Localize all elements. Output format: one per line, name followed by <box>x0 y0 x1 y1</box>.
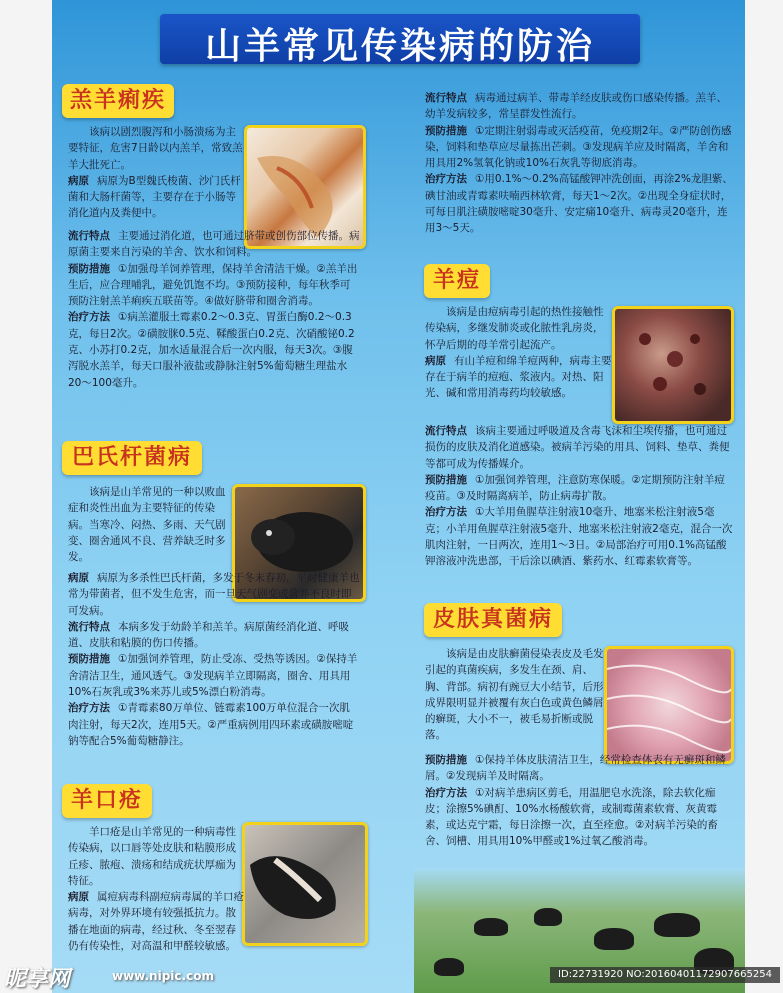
prevent-label: 预防措施 <box>425 754 467 766</box>
goat-silhouette <box>434 958 464 976</box>
treat-label: 治疗方法 <box>425 173 467 186</box>
goat-silhouette <box>594 928 634 950</box>
title-bar <box>160 14 640 67</box>
section-body-orf <box>68 824 244 954</box>
treat-paragraph <box>425 171 735 236</box>
treat-label: 治疗方法 <box>68 311 110 324</box>
treat-paragraph <box>68 700 360 749</box>
section-heading-text: 羊口疮 <box>70 788 143 813</box>
section-body-pasteurella <box>68 484 234 565</box>
prevent-paragraph <box>425 123 735 172</box>
intro-text: 该病是山羊常见的一种以败血症和炎性出血为主要特征的传染病。当寒冷、闷热、多雨、天气剧变、圈舍通风不良、营养缺乏时多发。 <box>68 486 226 564</box>
treat-label: 治疗方法 <box>68 702 110 715</box>
cause-paragraph <box>68 173 246 222</box>
section-heading-lamb-dysentery <box>62 84 174 118</box>
goat-silhouette <box>474 918 508 936</box>
section-body-skin-fungus-lower <box>425 752 735 850</box>
section-heading-skin-fungus <box>424 603 562 637</box>
intro-text: 该病是由皮肤癣菌侵染表皮及毛发引起的真菌疾病，多发生在颈、肩、胸、背部。病初有豌豆大小结节，后形成界限明显并被覆有灰白色或黄色鳞屑的癣斑，大小不一，被毛易折断或脱落。 <box>425 648 604 742</box>
section-body-pasteurella-lower <box>68 570 360 749</box>
goat-silhouette <box>534 908 562 926</box>
prevent-paragraph <box>68 651 360 700</box>
cause-text: 病原为多杀性巴氏杆菌，多发于冬末春初，平时健康羊也常为带菌者，但不发生危害，而一旦天气剧变或营养不良时即可发病。 <box>68 572 360 617</box>
section-body-lamb-dysentery <box>68 124 246 222</box>
spread-label: 流行特点 <box>425 425 467 437</box>
prevent-text: ①保持羊体皮肤清洁卫生，经常检查体表有无癣斑和鳞屑。②发现病羊及时隔离。 <box>425 754 726 783</box>
intro-text: 该病是由痘病毒引起的热性接触性传染病，多继发肺炎或化脓性乳房炎，怀孕后期的母羊常引起流产。 <box>425 306 604 351</box>
cause-paragraph <box>68 570 360 619</box>
cause-text: 属痘病毒科副痘病毒属的羊口疮病毒，对外界环境有较强抵抗力。散播在地面的病毒，经过秋、冬至翌春仍有传染性，对高温和甲醛较敏感。 <box>68 891 244 953</box>
watermark-url: www.nipic.com <box>112 969 214 983</box>
poster <box>52 0 745 993</box>
goat-silhouette <box>654 913 700 937</box>
spread-text: 本病多发于幼龄羊和羔羊。病原菌经消化道、呼吸道、皮肤和粘膜的伤口传播。 <box>68 620 349 650</box>
page-title: 山羊常见传染病的防治 <box>204 26 595 67</box>
prevent-label: 预防措施 <box>68 653 110 666</box>
prevent-text: ①加强母羊饲养管理，保持羊舍清洁干燥。②羔羊出生后，应合理哺乳，避免饥饱不均。③预防接种，每年秋季可预防注射羔羊痢疾五联苗等。④做好脐带和圈舍消毒。 <box>68 262 358 308</box>
spread-text: 该病主要通过呼吸道及含毒飞沫和尘埃传播，也可通过损伤的皮肤及消化道感染。被病羊污染的用具、饲料、垫草、粪便等都可成为传播媒介。 <box>425 425 730 470</box>
prevent-text: ①加强饲养管理，注意防寒保暖。②定期预防注射羊痘疫苗。③及时隔离病羊，防止病毒扩散。 <box>425 473 725 503</box>
prevent-label: 预防措施 <box>425 124 467 137</box>
section-heading-text: 羔羊痢疾 <box>69 88 166 113</box>
cause-text: 有山羊痘和绵羊痘两种，病毒主要存在于病羊的痘疱、浆液内。对热、阳光、碱和常用消毒药均较敏感。 <box>425 354 612 400</box>
treat-text: ①对病羊患病区剪毛，用温肥皂水洗涤，除去软化痂皮；涂擦5%碘酊、10%水杨酸软膏，或制霉菌素软膏、灰黄霉素，或达克宁霜，每日涂擦一次，直至痊愈。②对病羊污染的畜舍、饲槽、用具用10%甲醛或1%过氧乙酸消毒。 <box>425 786 718 848</box>
prevent-label: 预防措施 <box>68 262 110 275</box>
cause-text: 病原为B型魏氏梭菌、沙门氏杆菌和大肠杆菌等，主要存在于小肠等消化道内及粪便中。 <box>68 174 241 220</box>
cause-label: 病原 <box>68 891 89 904</box>
spread-paragraph <box>68 619 360 652</box>
section-heading-orf <box>62 784 152 818</box>
cause-label: 病原 <box>425 354 446 367</box>
spread-paragraph <box>68 228 360 261</box>
cause-label: 病原 <box>68 572 89 584</box>
treat-paragraph <box>68 309 360 390</box>
watermark-logo: 昵享网 <box>4 967 71 992</box>
skin-fungus-photo <box>604 646 734 764</box>
prevent-paragraph <box>68 261 360 310</box>
spread-paragraph <box>425 90 735 123</box>
section-heading-goat-pox <box>424 264 490 298</box>
cause-paragraph <box>425 353 613 402</box>
treat-paragraph <box>425 785 735 850</box>
intro-text: 羊口疮是山羊常见的一种病毒性传染病，以口唇等处皮肤和粘膜形成丘疹、脓疱、溃疡和结成疣状厚痂为特征。 <box>68 826 236 887</box>
spread-paragraph <box>425 423 735 472</box>
watermark-id: ID:22731920 NO:20160401172907665254 <box>550 967 780 983</box>
treat-paragraph <box>425 504 735 569</box>
spread-label: 流行特点 <box>68 620 110 633</box>
section-heading-pasteurella <box>62 441 202 475</box>
treat-text: ①病羔灌服土霉素0.2～0.3克、胃蛋白酶0.2～0.3克，每日2次。②磺胺脒0.5克、鞣酸蛋白0.2克、次硝酸铋0.2克、小苏打0.2克，加水适量混合后一次内服，每天3次。③腹泻脱水羔羊，每天口服补液盐或静脉注射5%葡萄糖生理盐水20～100毫升。 <box>68 311 355 389</box>
section-body-goat-pox <box>425 304 613 402</box>
section-heading-text: 皮肤真菌病 <box>432 607 553 632</box>
prevent-label: 预防措施 <box>425 473 467 486</box>
goat-mouth-sores-photo <box>242 822 368 946</box>
spread-text: 病毒通过病羊、带毒羊经皮肤或伤口感染传播。羔羊、幼羊发病较多，常呈群发性流行。 <box>425 92 727 121</box>
prevent-text: ①加强饲养管理，防止受冻、受热等诱因。②保持羊舍清洁卫生，通风透气。③发现病羊立即隔离，圈舍、用具用10%石灰乳或3%来苏儿或5%漂白粉消毒。 <box>68 653 358 699</box>
treat-text: ①青霉素80万单位、链霉素100万单位混合一次肌肉注射，每天2次，连用5天。②严重病例用四环素或磺胺嘧啶钠等配合5%葡萄糖静注。 <box>68 702 354 747</box>
cause-paragraph <box>68 889 244 954</box>
section-body-goat-pox-lower <box>425 423 735 570</box>
spread-label: 流行特点 <box>68 230 110 242</box>
section-body-lamb-dysentery-lower <box>68 228 360 391</box>
section-heading-text: 羊痘 <box>432 268 481 293</box>
cause-label: 病原 <box>68 174 89 187</box>
treat-text: ①用0.1%～0.2%高锰酸钾冲洗创面，再涂2%龙胆紫、碘甘油或青霉素呋喃西林软膏，每天1～2次。②出现全身症状时，可每日肌注磺胺嘧啶30毫升、安定痛10毫升、病毒灵20毫升，连用3～5天。 <box>425 173 733 235</box>
treat-label: 治疗方法 <box>425 786 467 799</box>
prevent-paragraph <box>425 752 735 785</box>
section-body-skin-fungus <box>425 646 605 744</box>
treat-text: ①大羊用鱼腥草注射液10毫升、地塞米松注射液5毫克；小羊用鱼腥草注射液5毫升、地塞米松注射液2毫克，混合一次肌肉注射，一日两次，连用1～3日。②局部治疗可用0.1%高锰酸钾溶液冲洗患部，干后涂以碘酒、紫药水、红霉素软膏等。 <box>425 506 733 568</box>
treat-label: 治疗方法 <box>425 506 467 519</box>
prevent-paragraph <box>425 472 735 505</box>
spread-text: 主要通过消化道，也可通过脐带或创伤部位传播。病原菌主要来自污染的羊舍、饮水和饲料。 <box>68 230 360 259</box>
section-body-orf-continued <box>425 90 735 237</box>
spread-label: 流行特点 <box>425 92 467 104</box>
goat-pox-photo <box>612 306 734 424</box>
section-heading-text: 巴氏杆菌病 <box>71 445 192 470</box>
intro-text: 该病以剧烈腹泻和小肠溃疡为主要特征，危害7日龄以内羔羊，常致羔羊大批死亡。 <box>68 126 243 171</box>
prevent-text: ①定期注射弱毒或灭活疫苗，免疫期2年。②严防创伤感染，饲料和垫草应尽量拣出芒刺。③发现病羊应及时隔离，羊舍和用具用2%氢氧化钠或10%石灰乳等彻底消毒。 <box>425 124 732 170</box>
